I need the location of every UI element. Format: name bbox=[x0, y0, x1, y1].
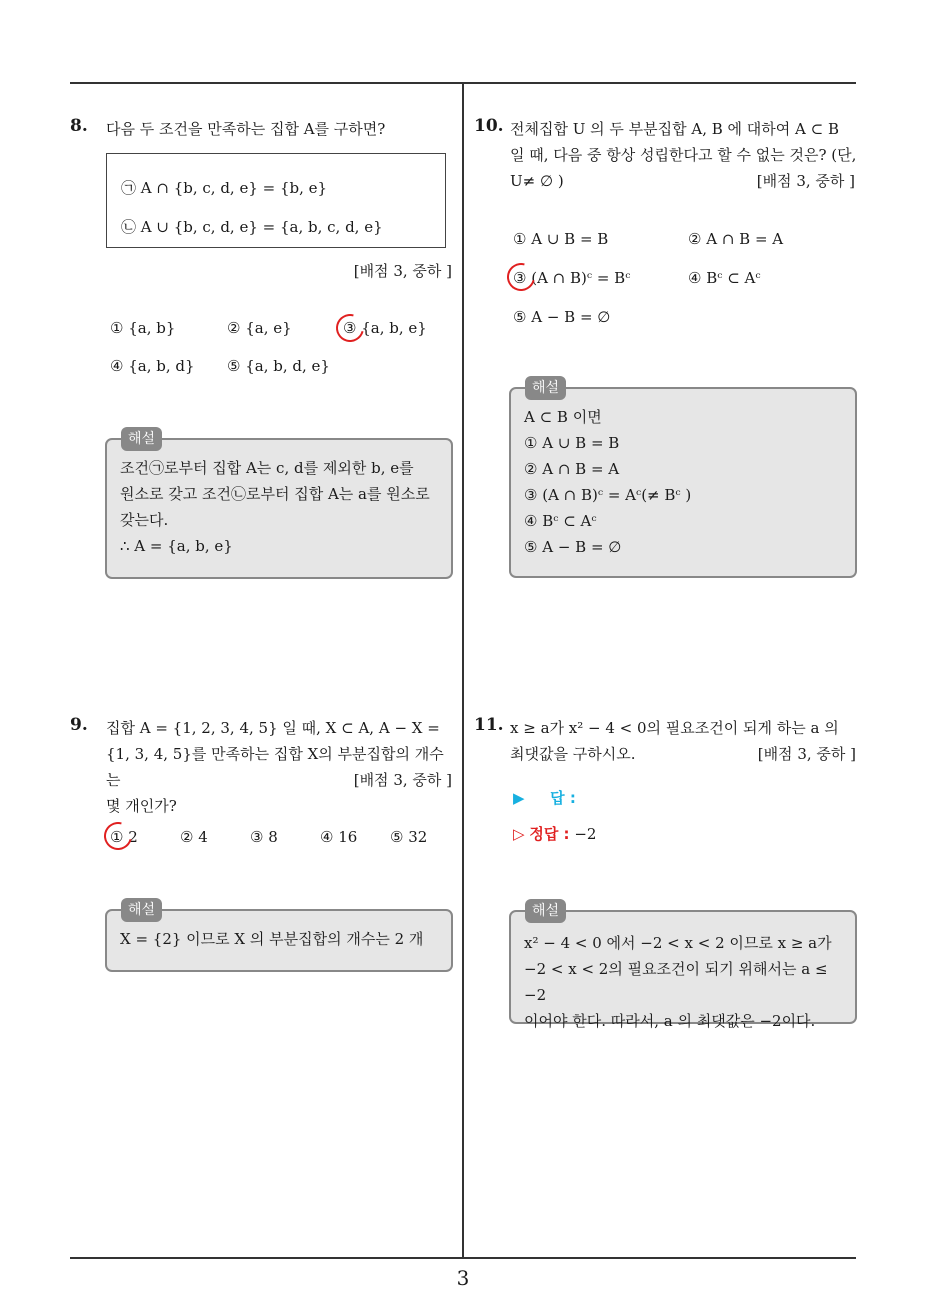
question-line: 일 때, 다음 중 항상 성립한다고 할 수 없는 것은? (단, bbox=[510, 146, 857, 164]
score: [배점 3, 중하 ] bbox=[353, 771, 452, 789]
choice-2[interactable]: ② 4 bbox=[180, 828, 208, 846]
correct-answer-value: −2 bbox=[574, 825, 597, 843]
solution-line: ③ (A ∩ B)ᶜ = Aᶜ(≠ Bᶜ ) bbox=[524, 486, 692, 504]
question-line: U≠ ∅ ) bbox=[510, 172, 564, 190]
choice-3[interactable]: ③ {a, b, e} bbox=[343, 319, 427, 337]
question-number: 8. bbox=[70, 116, 88, 136]
solution-line: 원소로 갖고 조건㉡로부터 집합 A는 a를 원소로 bbox=[120, 485, 430, 503]
choice-1[interactable]: ① A ∪ B = B bbox=[513, 230, 609, 248]
solution-line: ② A ∩ B = A bbox=[524, 460, 620, 478]
question-line: 최댓값을 구하시오. bbox=[510, 745, 636, 763]
question-line: 집합 A = {1, 2, 3, 4, 5} 일 때, X ⊂ A, A − X = bbox=[106, 719, 440, 737]
column-divider bbox=[462, 83, 464, 1258]
solution-box bbox=[509, 380, 857, 578]
question-number: 10. bbox=[474, 116, 504, 136]
question-number: 9. bbox=[70, 715, 88, 735]
choice-2[interactable]: ② {a, e} bbox=[227, 319, 292, 337]
solution-tag: 해설 bbox=[121, 898, 162, 922]
solution-line: 갖는다. bbox=[120, 511, 169, 529]
condition-2: ㉡ A ∪ {b, c, d, e} = {a, b, c, d, e} bbox=[121, 218, 383, 236]
choice-3[interactable]: ③ (A ∩ B)ᶜ = Bᶜ bbox=[513, 269, 631, 287]
solution-line: −2 < x < 2의 필요조건이 되기 위해서는 a ≤ −2 bbox=[524, 960, 828, 1004]
solution-line: 조건㉠로부터 집합 A는 c, d를 제외한 b, e를 bbox=[120, 459, 414, 477]
choice-4[interactable]: ④ {a, b, d} bbox=[110, 357, 195, 375]
choice-3[interactable]: ③ 8 bbox=[250, 828, 278, 846]
solution-line: ⑤ A − B = ∅ bbox=[524, 538, 622, 556]
question-line: 몇 개인가? bbox=[106, 797, 177, 815]
choice-1[interactable]: ① {a, b} bbox=[110, 319, 176, 337]
question-text: 다음 두 조건을 만족하는 집합 A를 구하면? bbox=[106, 120, 386, 138]
choice-5[interactable]: ⑤ 32 bbox=[390, 828, 428, 846]
solution-body bbox=[524, 930, 843, 1034]
question-line: x ≥ a가 x² − 4 < 0의 필요조건이 되게 하는 a 의 bbox=[510, 719, 839, 737]
correct-answer-row bbox=[513, 823, 596, 844]
score: [배점 3, 중하 ] bbox=[757, 745, 856, 763]
solution-box bbox=[509, 903, 857, 1030]
score: [배점 3, 중하 ] bbox=[756, 172, 855, 190]
solution-line: x² − 4 < 0 에서 −2 < x < 2 이므로 x ≥ a가 bbox=[524, 934, 832, 952]
solution-line: ∴ A = {a, b, e} bbox=[120, 537, 233, 555]
page-number: 3 bbox=[456, 1266, 470, 1290]
solution-tag: 해설 bbox=[121, 427, 162, 451]
question-line: {1, 3, 4, 5}를 만족하는 집합 X의 부분집합의 개수는 bbox=[106, 745, 444, 789]
question-number: 11. bbox=[474, 715, 504, 735]
choice-1[interactable]: ① 2 bbox=[110, 828, 138, 846]
solution-line: ④ Bᶜ ⊂ Aᶜ bbox=[524, 512, 597, 530]
condition-1: ㉠ A ∩ {b, c, d, e} = {b, e} bbox=[121, 179, 328, 197]
answer-label: 답 : bbox=[550, 789, 576, 807]
solution-box bbox=[105, 902, 453, 972]
solution-body bbox=[120, 455, 439, 559]
choice-5[interactable]: ⑤ A − B = ∅ bbox=[513, 308, 611, 326]
solution-body bbox=[120, 926, 439, 952]
solution-tag: 해설 bbox=[525, 899, 566, 923]
solution-line: 이어야 한다. 따라서, a 의 최댓값은 −2이다. bbox=[524, 1012, 816, 1030]
solution-body bbox=[524, 404, 843, 560]
choice-4[interactable]: ④ Bᶜ ⊂ Aᶜ bbox=[688, 269, 761, 287]
solution-line: A ⊂ B 이면 bbox=[524, 408, 602, 426]
score: [배점 3, 중하 ] bbox=[353, 262, 452, 280]
play-arrow-icon: ▶ bbox=[513, 789, 525, 807]
solution-tag: 해설 bbox=[525, 376, 566, 400]
answer-row bbox=[513, 787, 576, 808]
outline-arrow-icon: ▷ bbox=[513, 825, 525, 843]
question-line: 전체집합 U 의 두 부분집합 A, B 에 대하여 A ⊂ B bbox=[510, 120, 839, 138]
solution-line: X = {2} 이므로 X 의 부분집합의 개수는 2 개 bbox=[120, 930, 424, 948]
bottom-rule bbox=[70, 1257, 856, 1259]
solution-line: ① A ∪ B = B bbox=[524, 434, 620, 452]
condition-box bbox=[106, 153, 446, 248]
choice-2[interactable]: ② A ∩ B = A bbox=[688, 230, 784, 248]
correct-answer-label: 정답 : bbox=[529, 825, 570, 843]
solution-box bbox=[105, 431, 453, 579]
choice-4[interactable]: ④ 16 bbox=[320, 828, 358, 846]
choice-5[interactable]: ⑤ {a, b, d, e} bbox=[227, 357, 330, 375]
